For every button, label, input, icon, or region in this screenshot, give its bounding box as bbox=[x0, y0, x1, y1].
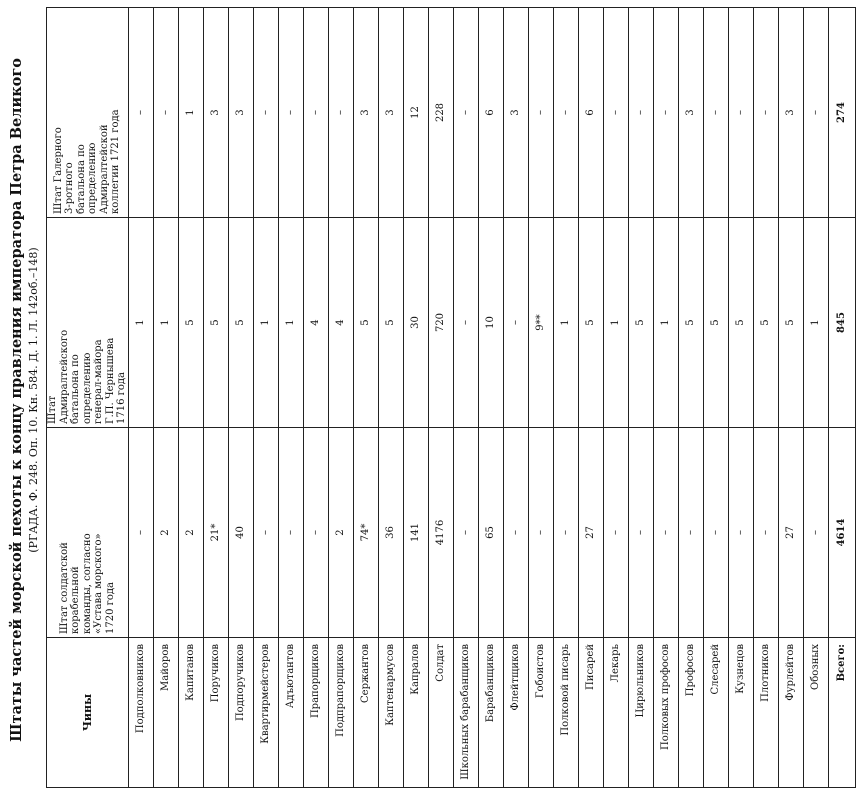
cell-value: 2 bbox=[178, 428, 203, 638]
cell-value: 3 bbox=[353, 8, 378, 218]
cell-value: – bbox=[803, 8, 828, 218]
cell-value: 12 bbox=[403, 8, 428, 218]
unit-header-line: Штат Галерного bbox=[52, 127, 64, 214]
cell-value: – bbox=[128, 8, 153, 218]
rank-label: Писарей bbox=[578, 638, 603, 788]
table-row bbox=[353, 8, 378, 788]
table-row bbox=[703, 8, 728, 788]
cell-value: 5 bbox=[728, 218, 753, 428]
table-row bbox=[803, 8, 828, 788]
rank-label: Полковых профосов bbox=[653, 638, 678, 788]
total-value: 274 bbox=[828, 8, 855, 218]
cell-value: 3 bbox=[778, 8, 803, 218]
cell-value: 3 bbox=[228, 8, 253, 218]
table-source: (РГАДА. Ф. 248. Оп. 10. Кн. 584. Д. 1. Л. 142об.–148) bbox=[27, 247, 40, 553]
cell-value: 36 bbox=[378, 428, 403, 638]
rank-label: Флейтщиков bbox=[503, 638, 528, 788]
unit-header-line: Адмиралтейского bbox=[58, 329, 70, 424]
unit-header-line: Г.П. Чернышева bbox=[104, 337, 116, 424]
cell-value: 5 bbox=[628, 218, 653, 428]
cell-value: – bbox=[528, 8, 553, 218]
table-row bbox=[778, 8, 803, 788]
rank-label: Гобоистов bbox=[528, 638, 553, 788]
header-row bbox=[47, 8, 129, 788]
cell-value: 4 bbox=[328, 218, 353, 428]
cell-value: – bbox=[453, 218, 478, 428]
cell-value: – bbox=[278, 8, 303, 218]
table-title: Штаты частей морской пехоты к концу правления императора Петра Великого bbox=[8, 58, 25, 742]
rank-label: Капралов bbox=[403, 638, 428, 788]
cell-value: 10 bbox=[478, 218, 503, 428]
cell-value: 6 bbox=[578, 8, 603, 218]
cell-value: 3 bbox=[203, 8, 228, 218]
cell-value: – bbox=[603, 428, 628, 638]
table-row bbox=[578, 8, 603, 788]
cell-value: 3 bbox=[378, 8, 403, 218]
cell-value: 5 bbox=[578, 218, 603, 428]
cell-value: – bbox=[553, 428, 578, 638]
cell-value: – bbox=[678, 428, 703, 638]
cell-value: – bbox=[128, 428, 153, 638]
unit-header-3 bbox=[47, 8, 129, 218]
table-row bbox=[628, 8, 653, 788]
table-row bbox=[553, 8, 578, 788]
cell-value: 21* bbox=[203, 428, 228, 638]
cell-value: 2 bbox=[328, 428, 353, 638]
table-row bbox=[453, 8, 478, 788]
cell-value: – bbox=[628, 428, 653, 638]
table-row bbox=[178, 8, 203, 788]
cell-value: – bbox=[603, 8, 628, 218]
unit-header-2 bbox=[47, 218, 129, 428]
total-value: 845 bbox=[828, 218, 855, 428]
unit-header-line: определению bbox=[87, 142, 99, 214]
unit-header-line: 1716 года bbox=[116, 371, 127, 424]
rank-label: Прапорщиков bbox=[303, 638, 328, 788]
unit-header-line: генерал-майора bbox=[93, 339, 104, 424]
table-row bbox=[428, 8, 453, 788]
cell-value: 3 bbox=[503, 8, 528, 218]
table-row bbox=[478, 8, 503, 788]
cell-value: 5 bbox=[703, 218, 728, 428]
unit-header-line: Штат солдатской bbox=[58, 542, 70, 634]
table-row bbox=[528, 8, 553, 788]
total-label: Всего: bbox=[828, 638, 855, 788]
cell-value: – bbox=[553, 8, 578, 218]
cell-value: – bbox=[528, 428, 553, 638]
table-row bbox=[503, 8, 528, 788]
table-row bbox=[328, 8, 353, 788]
cell-value: 9** bbox=[528, 218, 553, 428]
cell-value: – bbox=[703, 8, 728, 218]
rank-label: Цирюльников bbox=[628, 638, 653, 788]
cell-value: 27 bbox=[578, 428, 603, 638]
cell-value: 74* bbox=[353, 428, 378, 638]
cell-value: 30 bbox=[403, 218, 428, 428]
rank-label: Солдат bbox=[428, 638, 453, 788]
rank-label: Подполковников bbox=[128, 638, 153, 788]
cell-value: 5 bbox=[178, 218, 203, 428]
cell-value: 1 bbox=[253, 218, 278, 428]
table-row bbox=[728, 8, 753, 788]
rank-label: Лекарь bbox=[603, 638, 628, 788]
cell-value: – bbox=[303, 8, 328, 218]
cell-value: – bbox=[803, 428, 828, 638]
cell-value: 2 bbox=[153, 428, 178, 638]
cell-value: – bbox=[503, 218, 528, 428]
cell-value: 65 bbox=[478, 428, 503, 638]
rank-label: Майоров bbox=[153, 638, 178, 788]
rank-label: Профосов bbox=[678, 638, 703, 788]
rank-label: Капитанов bbox=[178, 638, 203, 788]
staff-table bbox=[46, 7, 856, 788]
cell-value: – bbox=[653, 8, 678, 218]
unit-header-line: батальона по bbox=[75, 144, 87, 214]
table-body bbox=[128, 8, 855, 788]
rank-label: Подпоручиков bbox=[228, 638, 253, 788]
table-row bbox=[303, 8, 328, 788]
cell-value: 4 bbox=[303, 218, 328, 428]
cell-value: 40 bbox=[228, 428, 253, 638]
cell-value: 4176 bbox=[428, 428, 453, 638]
cell-value: 27 bbox=[778, 428, 803, 638]
cell-value: – bbox=[453, 428, 478, 638]
cell-value: 5 bbox=[753, 218, 778, 428]
table-row bbox=[678, 8, 703, 788]
rank-label: Плотников bbox=[753, 638, 778, 788]
unit-header-line: 1720 года bbox=[104, 581, 116, 634]
cell-value: 1 bbox=[553, 218, 578, 428]
rank-label: Адъютантов bbox=[278, 638, 303, 788]
cell-value: 228 bbox=[428, 8, 453, 218]
table-row bbox=[603, 8, 628, 788]
cell-value: 1 bbox=[178, 8, 203, 218]
unit-header-line: корабельной bbox=[70, 566, 81, 634]
ranks-header: Чины bbox=[47, 638, 129, 788]
rank-label: Подпрапорщиков bbox=[328, 638, 353, 788]
cell-value: 5 bbox=[778, 218, 803, 428]
table-row bbox=[753, 8, 778, 788]
cell-value: – bbox=[278, 428, 303, 638]
rank-label: Сержантов bbox=[353, 638, 378, 788]
cell-value: 1 bbox=[128, 218, 153, 428]
cell-value: 5 bbox=[678, 218, 703, 428]
rank-label: Школьных барабанщиков bbox=[453, 638, 478, 788]
table-row bbox=[128, 8, 153, 788]
table-row bbox=[153, 8, 178, 788]
rank-label: Фурлейтов bbox=[778, 638, 803, 788]
cell-value: – bbox=[303, 428, 328, 638]
rank-label: Полковой писарь bbox=[553, 638, 578, 788]
unit-header-line: «Устава морского» bbox=[93, 533, 104, 634]
table-row bbox=[378, 8, 403, 788]
cell-value: – bbox=[253, 8, 278, 218]
unit-header-1 bbox=[47, 428, 129, 638]
cell-value: 5 bbox=[203, 218, 228, 428]
cell-value: 720 bbox=[428, 218, 453, 428]
cell-value: – bbox=[703, 428, 728, 638]
cell-value: 6 bbox=[478, 8, 503, 218]
unit-header-line: батальона по bbox=[70, 354, 81, 424]
cell-value: 3 bbox=[678, 8, 703, 218]
cell-value: – bbox=[453, 8, 478, 218]
cell-value: 5 bbox=[378, 218, 403, 428]
cell-value: 1 bbox=[278, 218, 303, 428]
cell-value: – bbox=[728, 428, 753, 638]
table-row bbox=[403, 8, 428, 788]
cell-value: – bbox=[728, 8, 753, 218]
table-row bbox=[278, 8, 303, 788]
cell-value: 1 bbox=[653, 218, 678, 428]
unit-header-line: Адмиралтейской bbox=[98, 124, 110, 214]
total-value: 4614 bbox=[828, 428, 855, 638]
rank-label: Каптенармусов bbox=[378, 638, 403, 788]
cell-value: – bbox=[153, 8, 178, 218]
table-row bbox=[653, 8, 678, 788]
unit-header-line: определению bbox=[81, 352, 93, 424]
cell-value: – bbox=[753, 8, 778, 218]
total-row bbox=[828, 8, 855, 788]
table-row bbox=[228, 8, 253, 788]
cell-value: 5 bbox=[228, 218, 253, 428]
unit-header-line: коллегии 1721 года bbox=[110, 109, 122, 214]
cell-value: 1 bbox=[603, 218, 628, 428]
table-row bbox=[253, 8, 278, 788]
cell-value: – bbox=[628, 8, 653, 218]
cell-value: 5 bbox=[353, 218, 378, 428]
unit-header-line: Штат bbox=[47, 395, 58, 424]
cell-value: – bbox=[503, 428, 528, 638]
unit-header-line: 3-ротного bbox=[64, 162, 76, 214]
table-row bbox=[203, 8, 228, 788]
cell-value: – bbox=[253, 428, 278, 638]
rank-label: Кузнецов bbox=[728, 638, 753, 788]
rank-label: Поручиков bbox=[203, 638, 228, 788]
rank-label: Барабанщиков bbox=[478, 638, 503, 788]
rank-label: Квартирмейстеров bbox=[253, 638, 278, 788]
unit-header-line: команды, согласно bbox=[81, 533, 93, 634]
rank-label: Слесарей bbox=[703, 638, 728, 788]
cell-value: – bbox=[653, 428, 678, 638]
cell-value: 141 bbox=[403, 428, 428, 638]
cell-value: – bbox=[753, 428, 778, 638]
cell-value: 1 bbox=[803, 218, 828, 428]
cell-value: – bbox=[328, 8, 353, 218]
rank-label: Обозных bbox=[803, 638, 828, 788]
cell-value: 1 bbox=[153, 218, 178, 428]
